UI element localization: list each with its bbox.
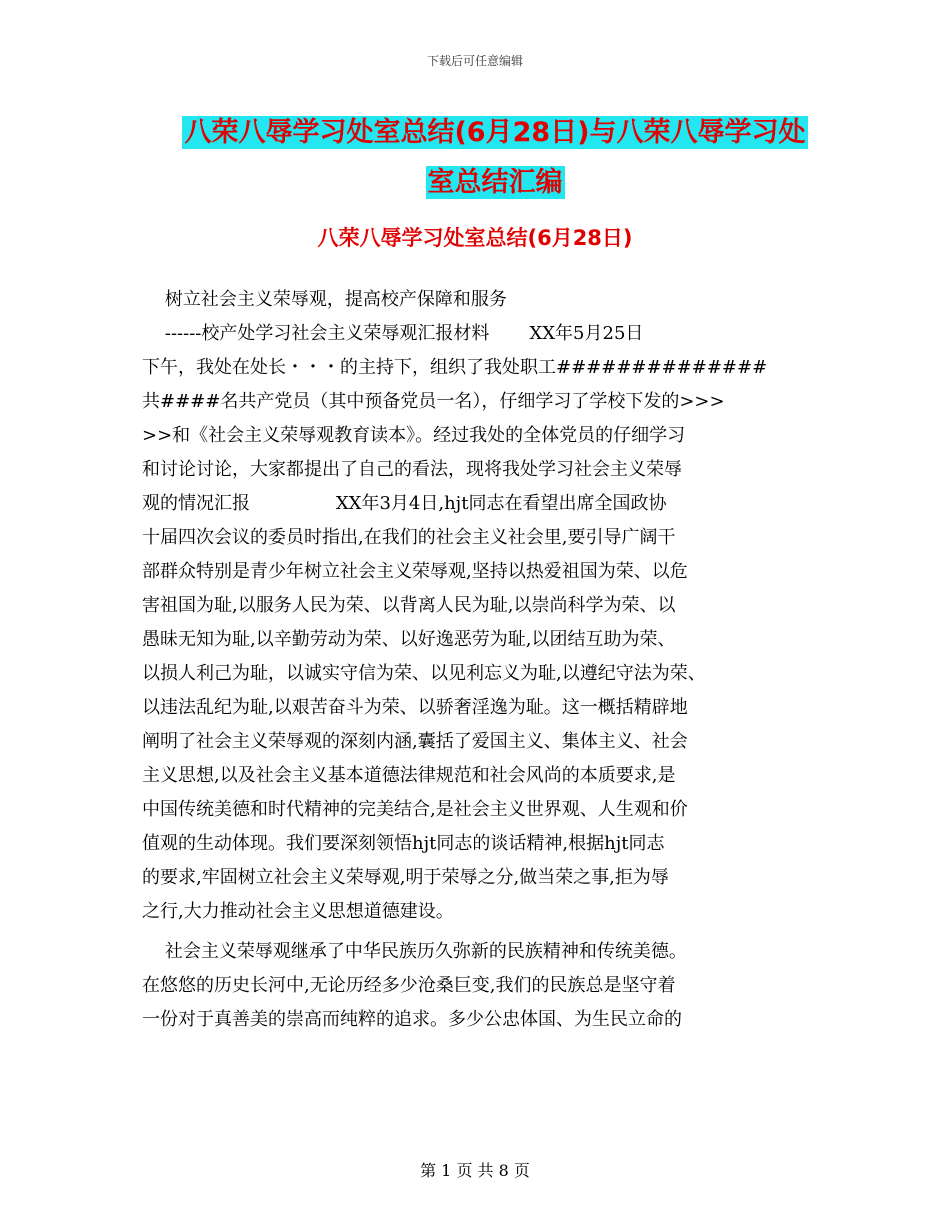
text-line: 以损人利己为耻，以诚实守信为荣、以见利忘义为耻,以遵纪守法为荣、	[142, 663, 706, 684]
text-line: 以违法乱纪为耻,以艰苦奋斗为荣、以骄奢淫逸为耻。这一概括精辟地	[142, 697, 688, 718]
text-line: 共####名共产党员（其中预备党员一名），仔细学习了学校下发的>>>	[142, 391, 725, 412]
section-title: 八荣八辱学习处室总结(6月28日)	[317, 226, 633, 250]
text-line: 愚昧无知为耻,以辛勤劳动为荣、以好逸恶劳为耻,以团结互助为荣、	[142, 629, 676, 650]
text-line: 阐明了社会主义荣辱观的深刻内涵,囊括了爱国主义、集体主义、社会	[142, 731, 688, 752]
text-line: >>和《社会主义荣辱观教育读本》。经过我处的全体党员的仔细学习	[142, 425, 686, 446]
text-line: 树立社会主义荣辱观，提高校产保障和服务	[142, 289, 507, 310]
header-note: 下载后可任意编辑	[426, 54, 523, 68]
body-text	[142, 283, 812, 1037]
document-title	[150, 108, 840, 208]
title-line-2: 室总结汇编	[427, 167, 563, 198]
text-line: 下午，我处在处长・・・的主持下，组织了我处职工##############	[142, 357, 768, 378]
text-line: 十届四次会议的委员时指出,在我们的社会主义社会里,要引导广阔干	[142, 527, 676, 548]
text-line: 观的情况汇报 XX年3月4日,hjt同志在看望出席全国政协	[142, 493, 667, 514]
text-line: 一份对于真善美的崇高而纯粹的追求。多少公忠体国、为生民立命的	[142, 1009, 682, 1030]
text-line: 值观的生动体现。我们要深刻领悟hjt同志的谈话精神,根据hjt同志	[142, 833, 665, 854]
text-line: ------校产处学习社会主义荣辱观汇报材料 XX年5月25日	[142, 323, 644, 344]
text-line: 主义思想,以及社会主义基本道德法律规范和社会风尚的本质要求,是	[142, 765, 676, 786]
text-line: 在悠悠的历史长河中,无论历经多少沧桑巨变,我们的民族总是坚守着	[142, 975, 676, 996]
text-line: 和讨论讨论，大家都提出了自己的看法，现将我处学习社会主义荣辱	[142, 459, 682, 480]
page-footer: 第 1 页 共 8 页	[420, 1161, 530, 1180]
text-line: 害祖国为耻,以服务人民为荣、以背离人民为耻,以崇尚科学为荣、以	[142, 595, 676, 616]
text-line: 中国传统美德和时代精神的完美结合,是社会主义世界观、人生观和价	[142, 799, 688, 820]
title-line-1: 八荣八辱学习处室总结(6月28日)与八荣八辱学习处	[184, 117, 806, 148]
text-line: 之行,大力推动社会主义思想道德建设。	[142, 901, 454, 922]
text-line: 部群众特别是青少年树立社会主义荣辱观,坚持以热爱祖国为荣、以危	[142, 561, 688, 582]
text-line: 的要求,牢固树立社会主义荣辱观,明于荣辱之分,做当荣之事,拒为辱	[142, 867, 669, 888]
text-line: 社会主义荣辱观继承了中华民族历久弥新的民族精神和传统美德。	[142, 941, 687, 962]
